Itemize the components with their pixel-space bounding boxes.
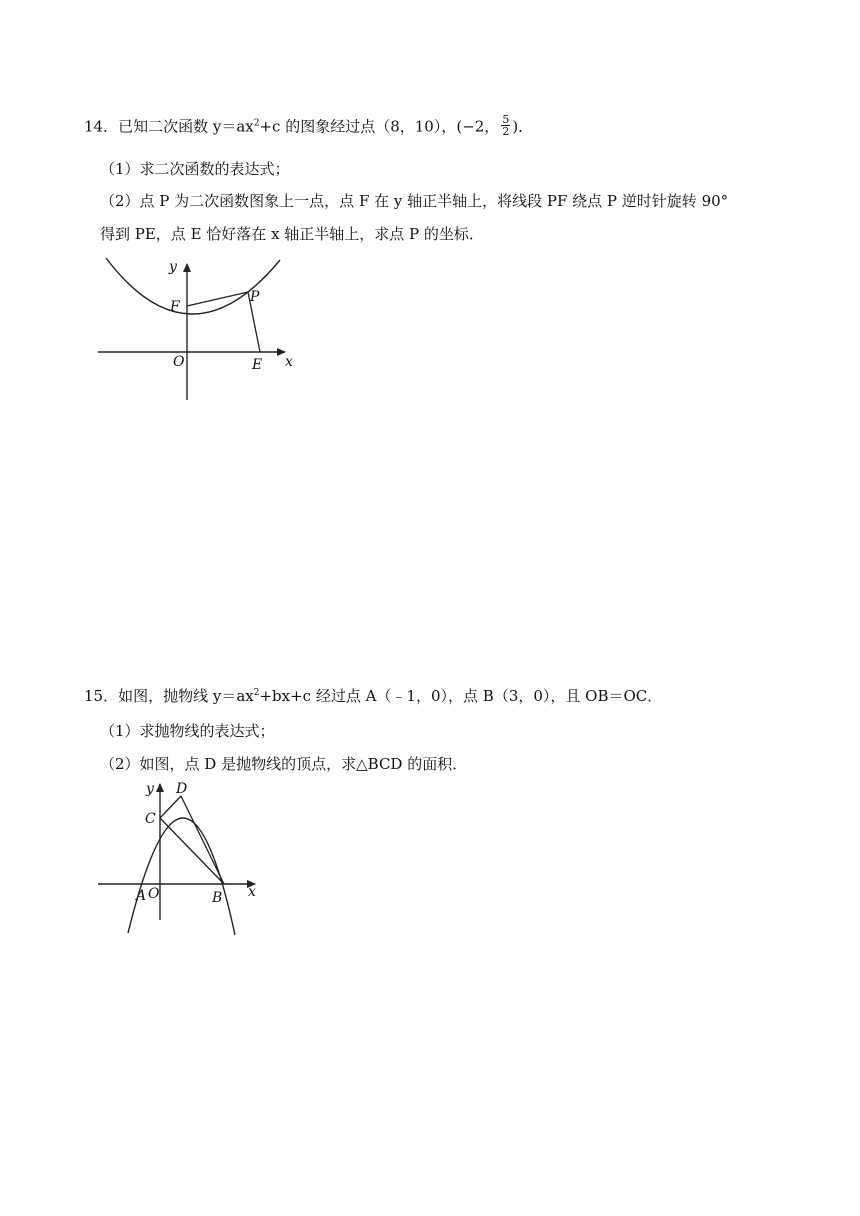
q15-label-y: y	[146, 781, 154, 797]
q14-part2-line2: 得到 PE，点 E 恰好落在 x 轴正半轴上，求点 P 的坐标．	[100, 225, 484, 243]
q15-label-C: C	[145, 811, 156, 827]
q15-label-A: A	[136, 888, 147, 904]
q14-stem-exponent: 2	[253, 118, 260, 129]
q14-stem-mid: +c 的图象经过点（8，10），(−2，	[259, 117, 500, 136]
q14-label-E: E	[252, 357, 263, 373]
q15-figure	[90, 778, 270, 938]
q14-part2-line1: （2）点 P 为二次函数图象上一点，点 F 在 y 轴正半轴上，将线段 PF 绕点 P 逆时针旋转 90°	[100, 192, 729, 210]
q14-stem-pre: 14．已知二次函数 y＝ax	[84, 117, 254, 136]
q15-segment-CB	[160, 818, 224, 884]
q14-label-x: x	[285, 354, 293, 370]
q14-label-O: O	[173, 354, 185, 370]
q14-parabola	[106, 258, 280, 314]
q14-fraction	[501, 114, 510, 137]
q15-label-D: D	[176, 781, 188, 797]
q14-label-P: P	[250, 289, 260, 305]
q14-fraction-denominator: 2	[502, 125, 510, 138]
q15-stem-pre: 15．如图，抛物线 y＝ax	[84, 687, 254, 705]
q15-segment-DB	[181, 796, 224, 884]
q14-part1: （1）求二次函数的表达式；	[100, 160, 290, 178]
q14-label-y: y	[169, 259, 177, 275]
q15-part2: （2）如图，点 D 是抛物线的顶点，求△BCD 的面积．	[100, 755, 468, 773]
q15-label-B: B	[212, 890, 223, 906]
q15-stem	[84, 686, 662, 706]
q15-label-O: O	[148, 886, 160, 902]
q15-part1: （1）求抛物线的表达式；	[100, 722, 275, 740]
q15-stem-exponent: 2	[253, 688, 260, 698]
q14-stem	[84, 113, 534, 139]
q14-stem-post: )．	[512, 117, 534, 136]
q15-segment-CD	[160, 796, 181, 818]
q15-stem-post: +bx+c 经过点 A（﹣1，0），点 B（3，0），且 OB＝OC．	[259, 687, 663, 705]
q14-figure	[90, 254, 310, 404]
q14-label-F: F	[170, 299, 180, 315]
q15-label-x: x	[248, 884, 256, 900]
q15-parabola	[128, 818, 235, 935]
q14-fraction-numerator: 5	[502, 113, 510, 126]
